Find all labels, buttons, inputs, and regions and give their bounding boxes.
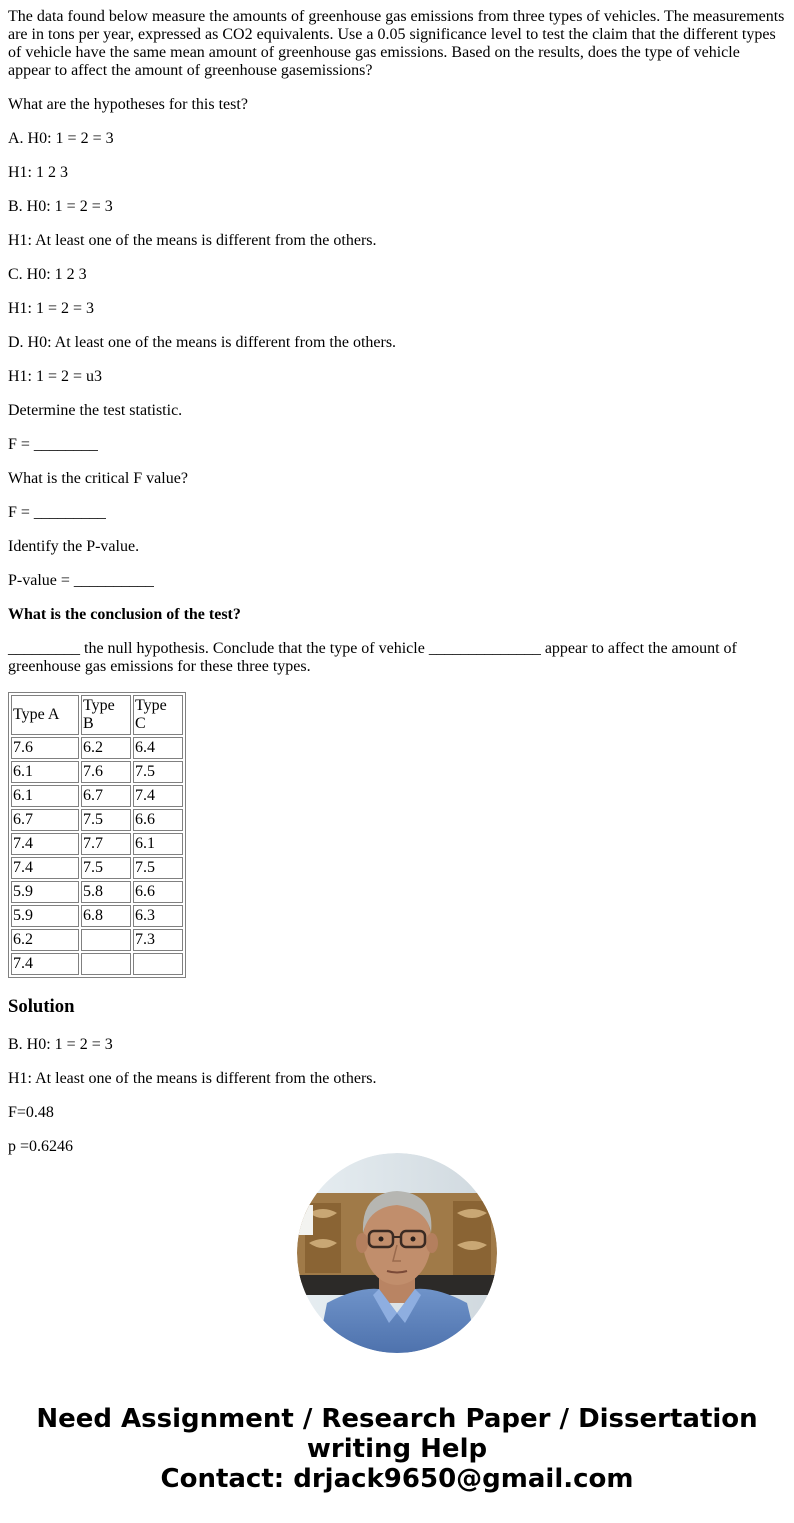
- promo-banner: [0, 1404, 794, 1494]
- table-cell: 6.1: [11, 785, 79, 807]
- solution-line: p =0.6246: [8, 1138, 74, 1155]
- table-cell: 7.6: [11, 737, 79, 759]
- table-cell: 6.7: [81, 785, 131, 807]
- table-cell: 5.9: [11, 881, 79, 903]
- option-b-h0: B. H0: 1 = 2 = 3: [8, 198, 113, 215]
- table-cell: 7.5: [81, 809, 131, 831]
- table-row: [11, 785, 183, 807]
- solution-heading: Solution: [8, 996, 75, 1017]
- solution-line: H1: At least one of the means is different from the others.: [8, 1070, 377, 1087]
- table-row: [11, 953, 183, 975]
- table-cell: 6.7: [11, 809, 79, 831]
- conclusion-prompt: What is the conclusion of the test?: [8, 606, 241, 623]
- option-d-h1: H1: 1 = 2 = u3: [8, 368, 103, 385]
- table-cell: 7.4: [11, 953, 79, 975]
- table-header-cell: Type C: [133, 695, 183, 735]
- avatar-portrait-image: [297, 1153, 497, 1353]
- table-cell: 7.7: [81, 833, 131, 855]
- hypotheses-prompt: What are the hypotheses for this test?: [8, 96, 248, 113]
- avatar: [297, 1153, 497, 1353]
- table-cell: 6.3: [133, 905, 183, 927]
- table-cell: 6.2: [81, 737, 131, 759]
- table-cell: 6.4: [133, 737, 183, 759]
- promo-line: Need Assignment / Research Paper / Dissertation: [36, 1404, 758, 1434]
- option-d-h0: D. H0: At least one of the means is different from the others.: [8, 334, 397, 351]
- table-cell: [133, 953, 183, 975]
- option-c-h0: C. H0: 1 2 3: [8, 266, 87, 283]
- critical-prompt: What is the critical F value?: [8, 470, 188, 487]
- table-header-cell: Type A: [11, 695, 79, 735]
- emissions-table: [8, 692, 186, 978]
- document-content: [8, 8, 786, 1172]
- table-row: [11, 929, 183, 951]
- table-cell: 6.1: [133, 833, 183, 855]
- solution-line: F=0.48: [8, 1104, 54, 1121]
- table-cell: 6.6: [133, 809, 183, 831]
- table-cell: 7.6: [81, 761, 131, 783]
- table-cell: 5.8: [81, 881, 131, 903]
- table-row: [11, 857, 183, 879]
- table-row: [11, 737, 183, 759]
- conclusion-text: _________ the null hypothesis. Conclude that the type of vehicle ______________ appear to affect the amount of greenhouse gas emissions for these three types.: [8, 640, 737, 675]
- table-cell: 6.2: [11, 929, 79, 951]
- table-cell: 7.4: [133, 785, 183, 807]
- table-cell: 6.6: [133, 881, 183, 903]
- test-stat-blank: F = ________: [8, 436, 98, 453]
- table-header-cell: Type B: [81, 695, 131, 735]
- table-cell: 7.5: [133, 761, 183, 783]
- table-cell: 7.5: [81, 857, 131, 879]
- table-cell: [81, 929, 131, 951]
- table-row: [11, 809, 183, 831]
- table-row: [11, 761, 183, 783]
- table-cell: 6.8: [81, 905, 131, 927]
- solution-line: B. H0: 1 = 2 = 3: [8, 1036, 113, 1053]
- option-c-h1: H1: 1 = 2 = 3: [8, 300, 95, 317]
- critical-blank: F = _________: [8, 504, 106, 521]
- option-a-h1: H1: 1 2 3: [8, 164, 68, 181]
- table-header-row: [11, 695, 183, 735]
- option-a-h0: A. H0: 1 = 2 = 3: [8, 130, 114, 147]
- table-cell: 6.1: [11, 761, 79, 783]
- table-cell: 5.9: [11, 905, 79, 927]
- table-row: [11, 905, 183, 927]
- table-row: [11, 833, 183, 855]
- table-row: [11, 881, 183, 903]
- table-cell: 7.3: [133, 929, 183, 951]
- table-cell: 7.4: [11, 857, 79, 879]
- table-cell: 7.5: [133, 857, 183, 879]
- promo-contact: Contact: drjack9650@gmail.com: [160, 1464, 634, 1494]
- option-b-h1: H1: At least one of the means is different from the others.: [8, 232, 377, 249]
- table-cell: [81, 953, 131, 975]
- test-stat-prompt: Determine the test statistic.: [8, 402, 183, 419]
- promo-line: writing Help: [306, 1434, 488, 1464]
- pvalue-blank: P-value = __________: [8, 572, 154, 589]
- table-cell: 7.4: [11, 833, 79, 855]
- question-intro: The data found below measure the amounts of greenhouse gas emissions from three types of vehicles. The measurements are in tons per year, expressed as CO2 equivalents. Use a 0.05 significance level to test the claim that the different types of vehicle have the same mean amount of greenhouse gas emissions. Based on the results, does the type of vehicle appear to affect the amount of greenhouse gasemissions?: [8, 8, 785, 79]
- pvalue-prompt: Identify the P-value.: [8, 538, 140, 555]
